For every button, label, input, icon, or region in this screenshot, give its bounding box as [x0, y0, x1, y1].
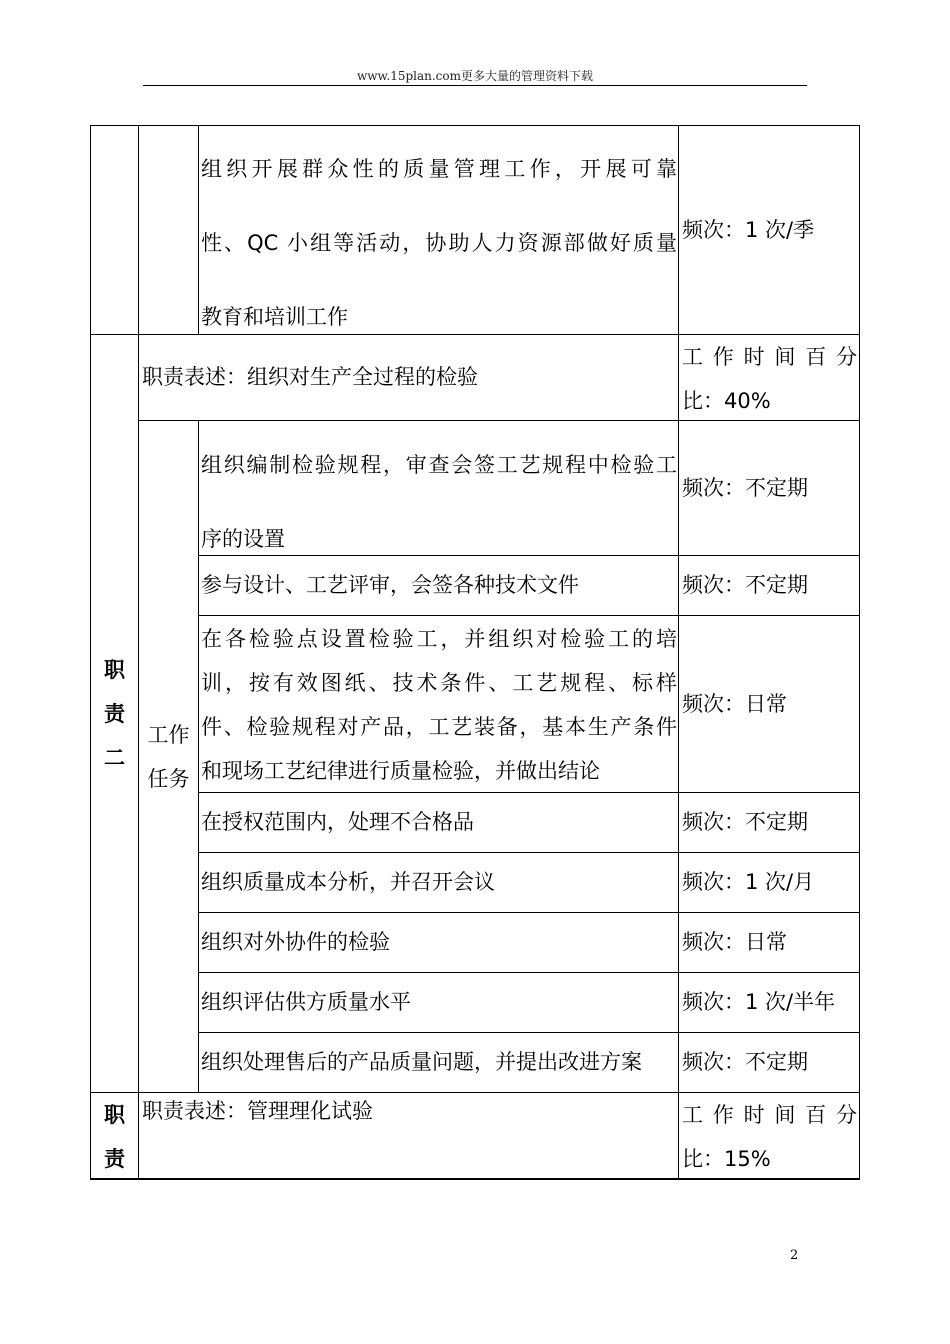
header-rule	[143, 85, 807, 86]
task-6-freq-text: 频次：日常	[682, 930, 787, 955]
task-7-freq	[682, 973, 858, 1032]
duty3-percent-line-1: 工 作 时 间 百 分	[682, 1103, 857, 1127]
task-1-freq	[682, 421, 858, 555]
task-3-line-4: 和现场工艺纪律进行质量检验，并做出结论	[201, 759, 600, 783]
work-task-label	[139, 421, 198, 1092]
task-6-text	[201, 913, 677, 972]
duty3-label-char-1: 职	[104, 1103, 125, 1127]
task-4-text	[201, 793, 677, 852]
task-3-line-3: 件、检验规程对产品，工艺装备，基本生产条件	[201, 715, 677, 739]
duty2-label-char-1: 职	[104, 657, 125, 682]
task-2-text	[201, 556, 677, 615]
duty3-percent	[682, 1093, 857, 1181]
page-header: www.15plan.com更多大量的管理资料下载	[356, 69, 594, 83]
page-number: 2	[790, 1248, 799, 1263]
task-7-line-1: 组织评估供方质量水平	[201, 990, 411, 1015]
col-divider-3a	[678, 125, 679, 1179]
duty3-label-char-2: 责	[104, 1147, 125, 1171]
task-8-text	[201, 1033, 677, 1092]
task-7-freq-text: 频次：1 次/半年	[682, 990, 836, 1015]
task-3-line-2: 训，按有效图纸、技术条件、工艺规程、标样	[201, 671, 677, 695]
duty2-statement	[142, 335, 676, 420]
task-2-line-1: 参与设计、工艺评审，会签各种技术文件	[201, 573, 579, 598]
task-6-line-1: 组织对外协件的检验	[201, 930, 390, 955]
duty2-percent	[682, 335, 857, 423]
work-task-label-2: 任务	[147, 766, 190, 791]
table-border-right	[859, 125, 860, 1179]
task-1-text	[201, 428, 677, 576]
task-8-freq	[682, 1033, 858, 1092]
task-5-line-1: 组织质量成本分析，并召开会议	[201, 870, 495, 895]
task-6-freq	[682, 913, 858, 972]
task-2-freq	[682, 556, 858, 615]
first-task-line-3: 教育和培训工作	[201, 305, 348, 329]
task-3-freq	[682, 616, 858, 792]
first-task-freq	[682, 126, 858, 334]
task-5-text	[201, 853, 677, 912]
task-1-freq-text: 频次：不定期	[682, 475, 808, 500]
duty3-statement	[142, 1093, 676, 1129]
first-task-line-2: 性、QC 小组等活动，协助人力资源部做好质量	[201, 231, 677, 255]
duty2-label	[91, 335, 138, 1092]
task-2-freq-text: 频次：不定期	[682, 573, 808, 598]
task-4-freq-text: 频次：不定期	[682, 810, 808, 835]
task-5-freq	[682, 853, 858, 912]
duty2-label-char-3: 二	[104, 745, 125, 770]
task-4-line-1: 在授权范围内，处理不合格品	[201, 810, 474, 835]
first-task-text	[201, 132, 677, 354]
first-task-line-1: 组织开展群众性的质量管理工作，开展可靠	[201, 157, 677, 181]
duty2-statement-text: 职责表述：组织对生产全过程的检验	[142, 365, 478, 390]
task-5-freq-text: 频次：1 次/月	[682, 870, 815, 895]
col-divider-2b	[198, 420, 199, 1093]
duty2-percent-line-2: 比：40%	[682, 389, 771, 413]
task-4-freq	[682, 793, 858, 852]
task-1-line-1: 组织编制检验规程，审查会签工艺规程中检验工	[201, 453, 677, 477]
task-3-line-1: 在各检验点设置检验工，并组织对检验工的培	[201, 627, 677, 651]
task-3-text	[201, 617, 677, 793]
duty3-statement-text: 职责表述：管理理化试验	[142, 1099, 373, 1123]
duty3-label	[91, 1093, 138, 1181]
task-7-text	[201, 973, 677, 1032]
task-8-line-1: 组织处理售后的产品质量问题，并提出改进方案	[201, 1050, 642, 1075]
task-8-freq-text: 频次：不定期	[682, 1050, 808, 1075]
work-task-label-1: 工作	[147, 722, 190, 747]
duty2-label-char-2: 责	[104, 701, 125, 726]
col-divider-2a	[198, 125, 199, 335]
task-3-freq-text: 频次：日常	[682, 691, 787, 716]
first-task-freq-text: 频次：1 次/季	[682, 217, 815, 242]
duty3-percent-line-2: 比：15%	[682, 1147, 771, 1171]
duty2-percent-line-1: 工 作 时 间 百 分	[682, 345, 857, 369]
task-1-line-2: 序的设置	[201, 527, 285, 551]
